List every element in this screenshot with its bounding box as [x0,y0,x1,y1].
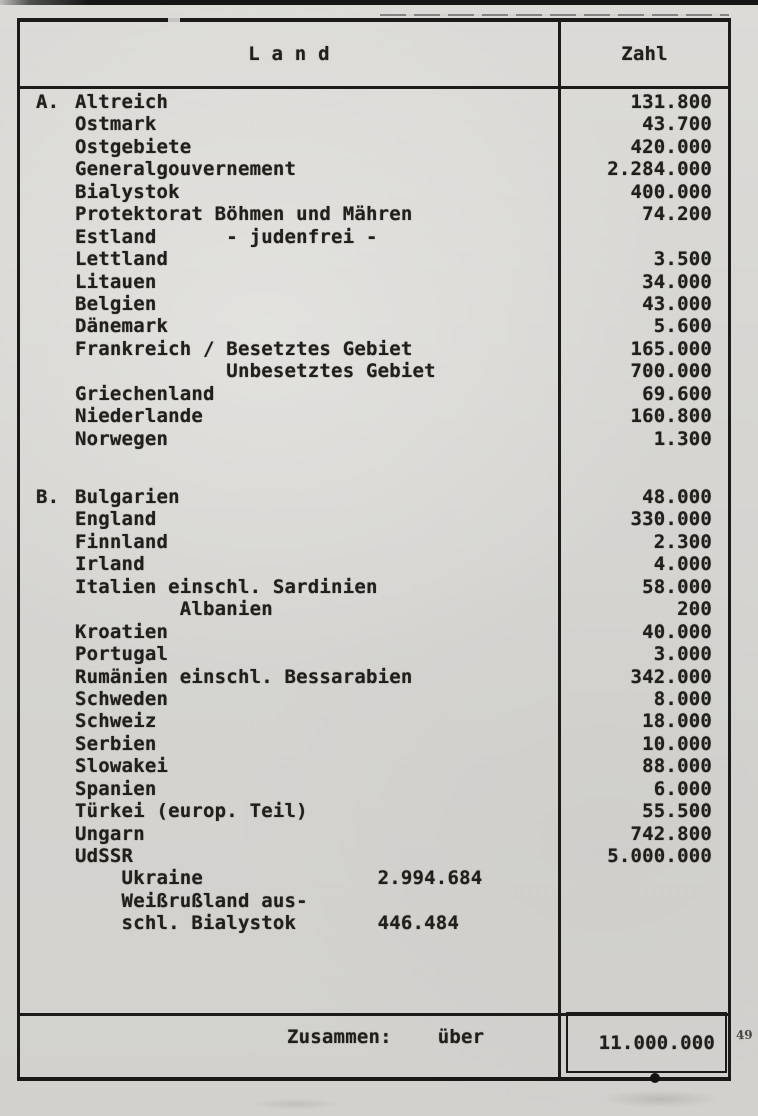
table-row [17,553,729,575]
table-row [17,248,729,270]
column-header-land: L a n d [248,43,330,65]
land-cell: Ostgebiete [75,135,192,158]
land-cell: Finnland [75,530,169,553]
zahl-cell [558,226,729,248]
zahl-cell: 5.600 [653,315,712,338]
table-row [17,113,729,135]
table-row [17,271,729,293]
zahl-cell: 74.200 [642,203,712,226]
zahl-cell: 55.500 [642,800,712,823]
table-row [17,867,729,889]
header-separator-line [17,86,731,89]
column-header-zahl: Zahl [621,43,668,65]
zahl-cell: 342.000 [630,665,712,688]
total-label: Zusammen: [287,1026,392,1048]
zahl-cell [558,890,729,912]
land-cell: Irland [75,553,145,576]
table-bottom-border [17,1077,731,1081]
land-cell: Generalgouvernement [75,158,297,181]
land-cell: Unbesetztes Gebiet [75,360,436,383]
zahl-cell: 330.000 [630,508,712,531]
zahl-cell: 742.800 [630,822,712,845]
total-row-label [287,1026,484,1048]
land-cell: Serbien [75,732,157,755]
table-row [17,845,729,867]
land-cell: UdSSR [75,845,134,867]
zahl-cell: 69.600 [642,382,712,405]
table-row [17,778,729,800]
land-cell: Altreich [75,91,169,113]
table-row [17,890,729,912]
zahl-cell [558,867,729,889]
zahl-cell: 43.000 [642,292,712,315]
zahl-cell: 48.000 [642,486,712,508]
table-row [17,531,729,553]
table-row [17,181,729,203]
zahl-cell: 8.000 [653,687,712,710]
zahl-cell: 3.500 [653,248,712,271]
zahl-cell: 40.000 [642,620,712,643]
table-row [17,360,729,382]
land-cell: Rumänien einschl. Bessarabien [75,665,413,688]
land-cell: Bialystok [75,180,180,203]
table-row [17,733,729,755]
section-letter: B. [36,486,60,508]
zahl-cell: 3.000 [653,643,712,666]
table-row [17,338,729,360]
table-row [17,293,729,315]
table-row [17,508,729,530]
ink-blot [650,1073,660,1083]
land-cell: Türkei (europ. Teil) [75,800,308,823]
land-cell: Kroatien [75,620,169,643]
zahl-cell [558,912,729,934]
table-row [17,576,729,598]
section-gap [17,450,729,486]
table-row [17,203,729,225]
table-row [17,315,729,337]
table-row [17,428,729,450]
table-row [17,136,729,158]
zahl-cell: 400.000 [630,180,712,203]
land-cell: Griechenland [75,382,215,405]
land-cell: Schweden [75,687,169,710]
zahl-cell: 2.284.000 [607,158,712,181]
land-cell: Norwegen [75,427,169,450]
land-cell: Niederlande [75,405,204,428]
total-qualifier: über [437,1026,485,1048]
zahl-cell: 700.000 [630,360,712,383]
page-number-annotation: 49 [735,1027,754,1043]
land-cell: Ostmark [75,113,157,136]
section-letter: A. [36,91,60,113]
zahl-cell: 420.000 [630,135,712,158]
land-cell: Ungarn [75,822,145,845]
scan-edge-strip [0,0,758,5]
land-cell: Italien einschl. Sardinien [75,575,378,598]
table-row [17,912,729,934]
table-top-border-echo [380,14,729,16]
zahl-cell: 4.000 [653,553,712,576]
table-row [17,800,729,822]
land-cell: Belgien [75,292,157,315]
land-cell: Albanien [75,598,273,621]
land-cell: Bulgarien [75,486,180,508]
table-row [17,666,729,688]
zahl-cell: 10.000 [642,732,712,755]
zahl-cell: 165.000 [630,337,712,360]
zahl-cell: 6.000 [653,777,712,800]
table-row [17,158,729,180]
table-row [17,598,729,620]
table-row [17,710,729,732]
zahl-cell: 1.300 [653,427,712,450]
table-row [17,91,729,113]
table-row [17,486,729,508]
land-cell: England [75,508,157,531]
table-row [17,823,729,845]
land-cell: Spanien [75,777,157,800]
paper-smudge [600,1090,720,1108]
zahl-cell: 18.000 [642,710,712,733]
land-cell: Ukraine 2.994.684 [75,867,483,890]
zahl-cell: 43.700 [642,113,712,136]
table-row [17,226,729,248]
paper-smudge [250,1098,340,1110]
zahl-cell: 160.800 [630,405,712,428]
table-row [17,643,729,665]
land-cell: Weißrußland aus- [75,889,308,912]
zahl-cell: 200 [677,598,712,621]
zahl-cell: 5.000.000 [607,845,712,867]
table-row [17,688,729,710]
table-row [17,755,729,777]
land-cell: Lettland [75,248,169,271]
land-cell: Frankreich / Besetztes Gebiet [75,337,413,360]
land-cell: Estland - judenfrei - [75,225,378,248]
table-body [17,91,729,935]
land-cell: Protektorat Böhmen und Mähren [75,203,413,226]
zahl-cell: 58.000 [642,575,712,598]
table-row [17,383,729,405]
land-cell: Schweiz [75,710,157,733]
land-cell: Slowakei [75,755,169,778]
zahl-cell: 34.000 [642,270,712,293]
table-row [17,621,729,643]
land-cell: schl. Bialystok 446.484 [75,912,460,935]
total-value-box [566,1012,727,1073]
total-value: 11.000.000 [598,1031,715,1054]
zahl-cell: 88.000 [642,755,712,778]
land-cell: Litauen [75,270,157,293]
table-row [17,405,729,427]
land-cell: Portugal [75,643,169,666]
land-cell: Dänemark [75,315,169,338]
zahl-cell: 2.300 [653,530,712,553]
zahl-cell: 131.800 [630,91,712,113]
